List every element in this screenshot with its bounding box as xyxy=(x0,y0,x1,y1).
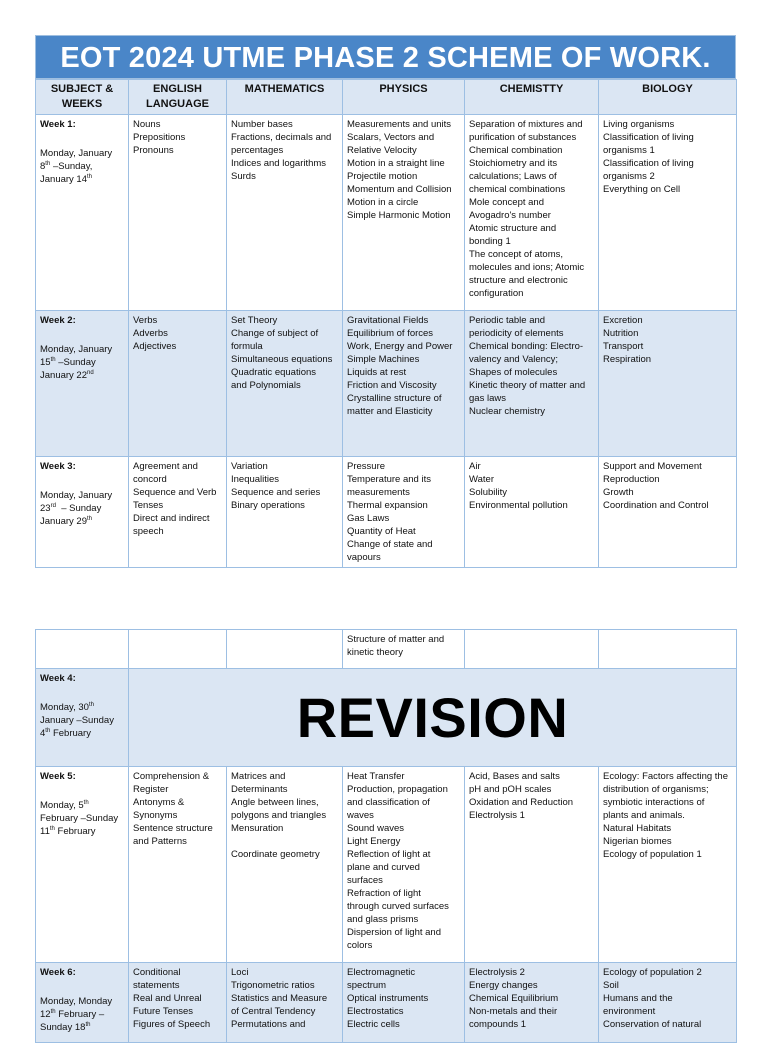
topic-line: Electrolysis 2 xyxy=(469,967,525,978)
week-5-biology xyxy=(599,767,737,963)
topic-line: Electrostatics xyxy=(347,1006,404,1017)
topic-line: Equilibrium of forces xyxy=(347,328,434,339)
topic-line: kinetic theory xyxy=(347,647,403,658)
week-2-cell xyxy=(36,311,129,457)
week-label: Week 4: xyxy=(40,673,76,684)
topic-line: Change of subject of xyxy=(231,328,319,339)
week-date: Monday, January xyxy=(40,148,113,159)
week-date: 8th –Sunday, xyxy=(40,160,93,172)
topic-line: Friction and Viscosity xyxy=(347,380,437,391)
topic-line: Excretion xyxy=(603,315,643,326)
topic-line: configuration xyxy=(469,288,524,299)
scheme-table-2 xyxy=(35,629,737,1043)
week-6-physics xyxy=(343,963,465,1043)
topic-line: Gas Laws xyxy=(347,513,390,524)
topic-line: Matrices and xyxy=(231,771,286,782)
cont-subject xyxy=(36,630,129,669)
revision-banner: REVISION xyxy=(129,669,737,767)
header-english: ENGLISH LANGUAGE xyxy=(129,80,227,115)
topic-line: speech xyxy=(133,526,164,537)
topic-line: Pressure xyxy=(347,461,386,472)
topic-line: Nuclear chemistry xyxy=(469,406,546,417)
week-label: Week 3: xyxy=(40,461,76,472)
topic-line: Antonyms & xyxy=(133,797,185,808)
cont-biology xyxy=(599,630,737,669)
topic-line: Solubility xyxy=(469,487,508,498)
topic-line: Dispersion of light and xyxy=(347,927,441,938)
header-physics: PHYSICS xyxy=(343,80,465,115)
week-3-biology xyxy=(599,457,737,568)
header-row xyxy=(36,80,737,115)
topic-line: Comprehension & xyxy=(133,771,210,782)
week-6-biology xyxy=(599,963,737,1043)
topic-line: chemical combinations xyxy=(469,184,566,195)
topic-line: Ecology: Factors affecting the xyxy=(603,771,728,782)
week-6-cell xyxy=(36,963,129,1043)
cont-english xyxy=(129,630,227,669)
topic-line: organisms 1 xyxy=(603,145,655,156)
topic-line: Chemical combination xyxy=(469,145,563,156)
topic-line: Pronouns xyxy=(133,145,174,156)
topic-line: Oxidation and Reduction xyxy=(469,797,574,808)
topic-line: Verbs xyxy=(133,315,158,326)
topic-line: matter and Elasticity xyxy=(347,406,433,417)
week-6-english xyxy=(129,963,227,1043)
topic-line: polygons and triangles xyxy=(231,810,327,821)
topic-line: Motion in a straight line xyxy=(347,158,445,169)
topic-line: Gravitational Fields xyxy=(347,315,429,326)
topic-line: Natural Habitats xyxy=(603,823,672,834)
topic-line: Loci xyxy=(231,967,249,978)
week-2-physics xyxy=(343,311,465,457)
topic-line: Binary operations xyxy=(231,500,305,511)
topic-line: Sequence and Verb xyxy=(133,487,217,498)
topic-line: Conservation of natural xyxy=(603,1019,702,1030)
topic-line: formula xyxy=(231,341,263,352)
topic-line: Nutrition xyxy=(603,328,639,339)
week-4-row xyxy=(36,669,737,767)
week-label: Week 6: xyxy=(40,967,76,978)
week-5-row xyxy=(36,767,737,963)
week-5-chemistry xyxy=(465,767,599,963)
topic-line: plants and animals. xyxy=(603,810,685,821)
topic-line: Statistics and Measure xyxy=(231,993,328,1004)
topic-line: Coordination and Control xyxy=(603,500,709,511)
topic-line: compounds 1 xyxy=(469,1019,527,1030)
week-6-math xyxy=(227,963,343,1043)
topic-line: environment xyxy=(603,1006,656,1017)
week-6-chemistry xyxy=(465,963,599,1043)
week-5-math xyxy=(227,767,343,963)
topic-line: Non-metals and their xyxy=(469,1006,558,1017)
topic-line: Sequence and series xyxy=(231,487,321,498)
topic-line: Ecology of population 1 xyxy=(603,849,702,860)
topic-line: Growth xyxy=(603,487,634,498)
topic-line: Heat Transfer xyxy=(347,771,405,782)
topic-line: calculations; Laws of xyxy=(469,171,557,182)
topic-line: Number bases xyxy=(231,119,293,130)
topic-line: Ecology of population 2 xyxy=(603,967,702,978)
topic-line: structure and electronic xyxy=(469,275,568,286)
topic-line: Reflection of light at xyxy=(347,849,431,860)
topic-line: Acid, Bases and salts xyxy=(469,771,560,782)
topic-line: Avogadro's number xyxy=(469,210,551,221)
topic-line: Shapes of molecules xyxy=(469,367,558,378)
topic-line: Inequalities xyxy=(231,474,280,485)
page-1 xyxy=(35,35,736,568)
week-3-row xyxy=(36,457,737,568)
topic-line: Measurements and units xyxy=(347,119,452,130)
topic-line: Transport xyxy=(603,341,644,352)
week-date: 15th –Sunday xyxy=(40,356,96,368)
continuation-row xyxy=(36,630,737,669)
week-date: Monday, January xyxy=(40,344,113,355)
week-date: January 14th xyxy=(40,173,93,185)
topic-line: Indices and logarithms xyxy=(231,158,327,169)
topic-line: Respiration xyxy=(603,354,652,365)
topic-line: Kinetic theory of matter and xyxy=(469,380,586,391)
week-5-english xyxy=(129,767,227,963)
topic-line: Variation xyxy=(231,461,268,472)
topic-line: The concept of atoms, xyxy=(469,249,563,260)
topic-line: Real and Unreal xyxy=(133,993,202,1004)
topic-line: Future Tenses xyxy=(133,1006,194,1017)
topic-line: and glass prisms xyxy=(347,914,419,925)
topic-line: Tenses xyxy=(133,500,164,511)
topic-line: and classification of xyxy=(347,797,430,808)
topic-line: Determinants xyxy=(231,784,288,795)
topic-line: Chemical bonding: Electro- xyxy=(469,341,584,352)
topic-line: Electric cells xyxy=(347,1019,400,1030)
topic-line: Water xyxy=(469,474,494,485)
topic-line: percentages xyxy=(231,145,284,156)
week-date: Monday, 5th xyxy=(40,799,89,811)
topic-line: Relative Velocity xyxy=(347,145,417,156)
topic-line: and Patterns xyxy=(133,836,187,847)
topic-line: and Polynomials xyxy=(231,380,301,391)
topic-line: Register xyxy=(133,784,169,795)
week-2-english xyxy=(129,311,227,457)
topic-line: Periodic table and xyxy=(469,315,546,326)
topic-line: Structure of matter and xyxy=(347,634,445,645)
topic-line: Mensuration xyxy=(231,823,284,834)
topic-line: Permutations and xyxy=(231,1019,306,1030)
topic-line: through curved surfaces xyxy=(347,901,449,912)
topic-line: Simultaneous equations xyxy=(231,354,333,365)
topic-line: Projectile motion xyxy=(347,171,418,182)
topic-line: Simple Harmonic Motion xyxy=(347,210,451,221)
topic-line: Crystalline structure of xyxy=(347,393,442,404)
week-1-cell xyxy=(36,115,129,311)
topic-line: periodicity of elements xyxy=(469,328,564,339)
week-1-english xyxy=(129,115,227,311)
topic-line: Soil xyxy=(603,980,619,991)
topic-line: Support and Movement xyxy=(603,461,702,472)
topic-line: Adjectives xyxy=(133,341,177,352)
topic-line: symbiotic interactions of xyxy=(603,797,705,808)
topic-line: Separation of mixtures and xyxy=(469,119,583,130)
week-date: Monday, January xyxy=(40,490,113,501)
topic-line: Quadratic equations xyxy=(231,367,317,378)
topic-line: Conditional xyxy=(133,967,181,978)
topic-line: Simple Machines xyxy=(347,354,420,365)
week-date: January 29th xyxy=(40,515,93,527)
header-mathematics: MATHEMATICS xyxy=(227,80,343,115)
scheme-table-1 xyxy=(35,79,737,568)
topic-line: Adverbs xyxy=(133,328,168,339)
week-date: Monday, Monday xyxy=(40,996,113,1007)
topic-line: gas laws xyxy=(469,393,506,404)
week-1-math xyxy=(227,115,343,311)
week-date: February –Sunday xyxy=(40,813,119,824)
topic-line: Chemical Equilibrium xyxy=(469,993,559,1004)
topic-line: Atomic structure and xyxy=(469,223,557,234)
topic-line: valency and Valency; xyxy=(469,354,559,365)
week-label: Week 5: xyxy=(40,771,76,782)
page-2 xyxy=(35,629,736,1043)
week-4-cell xyxy=(36,669,129,767)
topic-line: Thermal expansion xyxy=(347,500,428,511)
week-date: Monday, 30th xyxy=(40,701,94,713)
week-6-row xyxy=(36,963,737,1043)
topic-line: measurements xyxy=(347,487,410,498)
topic-line: Electromagnetic xyxy=(347,967,416,978)
topic-line: purification of substances xyxy=(469,132,577,143)
topic-line: Change of state and xyxy=(347,539,433,550)
week-date: January 22nd xyxy=(40,369,94,381)
week-label: Week 2: xyxy=(40,315,76,326)
topic-line: Air xyxy=(469,461,481,472)
week-date: Sunday 18th xyxy=(40,1021,91,1033)
topic-line: Classification of living xyxy=(603,132,694,143)
topic-line: Coordinate geometry xyxy=(231,849,320,860)
topic-line: Figures of Speech xyxy=(133,1019,211,1030)
topic-line: Humans and the xyxy=(603,993,673,1004)
week-date: 4th February xyxy=(40,727,91,739)
topic-line: Prepositions xyxy=(133,132,186,143)
topic-line: pH and pOH scales xyxy=(469,784,552,795)
topic-line: Stoichiometry and its xyxy=(469,158,558,169)
week-1-biology xyxy=(599,115,737,311)
topic-line: Motion in a circle xyxy=(347,197,419,208)
topic-line: Mole concept and xyxy=(469,197,544,208)
topic-line: Angle between lines, xyxy=(231,797,319,808)
topic-line: Fractions, decimals and xyxy=(231,132,332,143)
topic-line: Sentence structure xyxy=(133,823,213,834)
topic-line: Trigonometric ratios xyxy=(231,980,315,991)
document-title: EOT 2024 UTME PHASE 2 SCHEME OF WORK. xyxy=(35,35,736,79)
topic-line: Light Energy xyxy=(347,836,401,847)
topic-line: plane and curved xyxy=(347,862,420,873)
topic-line: concord xyxy=(133,474,167,485)
header-subject-weeks: SUBJECT & WEEKS xyxy=(36,80,129,115)
week-5-physics xyxy=(343,767,465,963)
week-date: 11th February xyxy=(40,825,96,837)
topic-line: bonding 1 xyxy=(469,236,511,247)
week-3-cell xyxy=(36,457,129,568)
topic-line: surfaces xyxy=(347,875,383,886)
topic-line: Energy changes xyxy=(469,980,538,991)
week-2-biology xyxy=(599,311,737,457)
topic-line: distribution of organisms; xyxy=(603,784,709,795)
topic-line: Sound waves xyxy=(347,823,405,834)
topic-line: Classification of living xyxy=(603,158,694,169)
topic-line: Set Theory xyxy=(231,315,278,326)
topic-line: Scalars, Vectors and xyxy=(347,132,435,143)
week-date: 23rd – Sunday xyxy=(40,502,102,514)
cont-chemistry xyxy=(465,630,599,669)
header-chemistry: CHEMISTTY xyxy=(465,80,599,115)
topic-line: vapours xyxy=(347,552,381,563)
topic-line: colors xyxy=(347,940,373,951)
week-3-math xyxy=(227,457,343,568)
topic-line: Refraction of light xyxy=(347,888,421,899)
topic-line: waves xyxy=(347,810,374,821)
week-1-row xyxy=(36,115,737,311)
topic-line xyxy=(231,835,338,848)
topic-line: statements xyxy=(133,980,180,991)
topic-line: Reproduction xyxy=(603,474,660,485)
week-date: January –Sunday xyxy=(40,715,114,726)
week-2-chemistry xyxy=(465,311,599,457)
week-1-chemistry xyxy=(465,115,599,311)
cont-physics xyxy=(343,630,465,669)
topic-line: Direct and indirect xyxy=(133,513,210,524)
week-5-cell xyxy=(36,767,129,963)
topic-line: Temperature and its xyxy=(347,474,431,485)
topic-line: Environmental pollution xyxy=(469,500,568,511)
cont-math xyxy=(227,630,343,669)
week-2-math xyxy=(227,311,343,457)
topic-line: organisms 2 xyxy=(603,171,655,182)
topic-line: Surds xyxy=(231,171,256,182)
topic-line: spectrum xyxy=(347,980,387,991)
topic-line: Nouns xyxy=(133,119,161,130)
header-biology: BIOLOGY xyxy=(599,80,737,115)
week-3-physics xyxy=(343,457,465,568)
week-label: Week 1: xyxy=(40,119,76,130)
topic-line: Quantity of Heat xyxy=(347,526,416,537)
topic-line: molecules and ions; Atomic xyxy=(469,262,585,273)
topic-line: Optical instruments xyxy=(347,993,429,1004)
topic-line: Work, Energy and Power xyxy=(347,341,453,352)
topic-line: Liquids at rest xyxy=(347,367,407,378)
topic-line: Everything on Cell xyxy=(603,184,681,195)
topic-line: Agreement and xyxy=(133,461,198,472)
week-3-chemistry xyxy=(465,457,599,568)
topic-line: Synonyms xyxy=(133,810,178,821)
topic-line: Momentum and Collision xyxy=(347,184,452,195)
topic-line: Living organisms xyxy=(603,119,675,130)
week-3-english xyxy=(129,457,227,568)
topic-line: Production, propagation xyxy=(347,784,448,795)
week-date: 12th February – xyxy=(40,1008,105,1020)
week-2-row xyxy=(36,311,737,457)
topic-line: Nigerian biomes xyxy=(603,836,672,847)
week-1-physics xyxy=(343,115,465,311)
topic-line: of Central Tendency xyxy=(231,1006,316,1017)
topic-line: Electrolysis 1 xyxy=(469,810,525,821)
